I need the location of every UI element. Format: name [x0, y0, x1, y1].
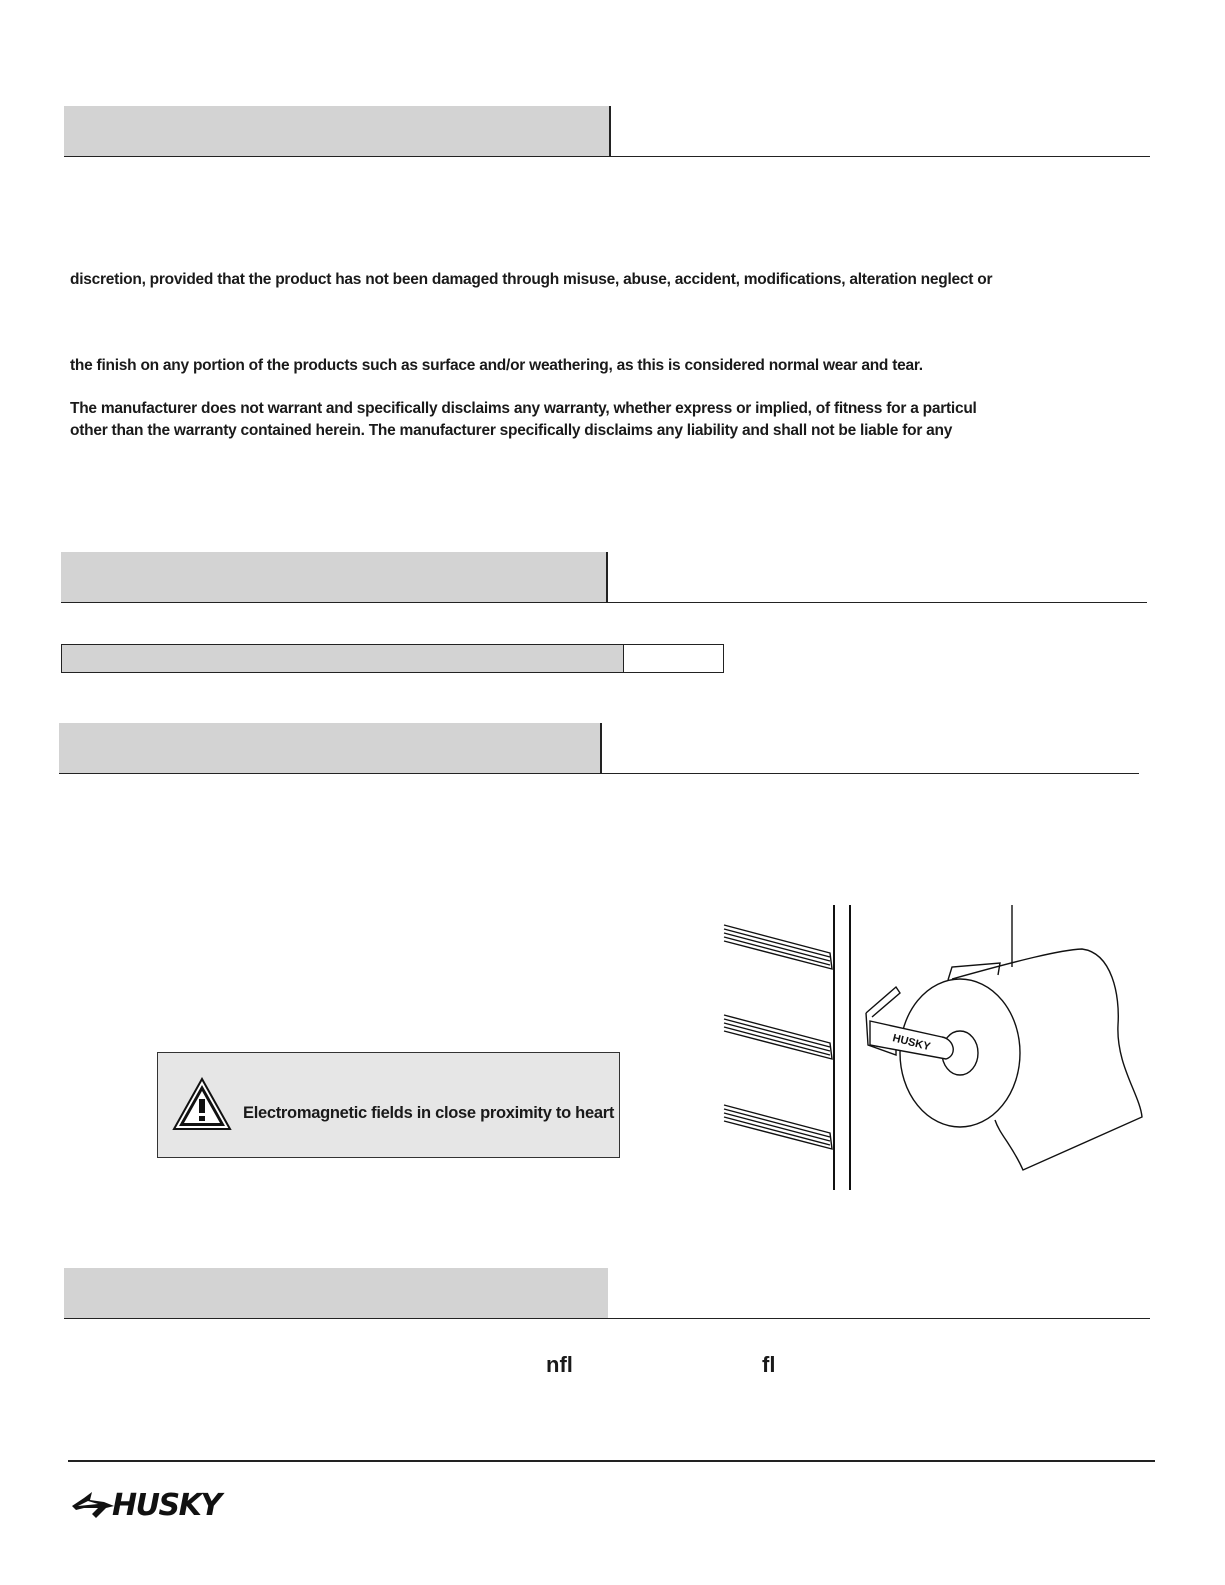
exclamation-triangle-icon — [172, 1077, 232, 1131]
text-fragment-left: nfl — [546, 1352, 573, 1377]
info-table-label-cell — [62, 645, 624, 672]
section-header-divider — [609, 106, 611, 156]
warranty-line-4: other than the warranty contained herein. The manufacturer specifically disclaims any liability and shall not be liable for any — [70, 422, 953, 439]
section-header-service — [64, 1268, 1150, 1319]
product-illustration — [720, 905, 1145, 1195]
section-header-contact — [61, 552, 1147, 603]
product-brand-label: HUSKY — [891, 1032, 932, 1054]
footer-logo — [70, 1488, 240, 1524]
warranty-line-2: the finish on any portion of the products such as surface and/or weathering, as this is considered normal wear and tear. — [70, 357, 923, 374]
section-header-shade — [64, 1268, 608, 1318]
husky-dog-icon — [70, 1492, 116, 1520]
section-header-warranty — [64, 106, 1150, 157]
rail-slat — [724, 1105, 832, 1149]
section-header-divider — [606, 552, 608, 602]
rail-slat — [724, 925, 832, 969]
info-table-row — [61, 644, 724, 673]
section-header-shade — [64, 106, 610, 156]
footer-rule — [68, 1460, 1155, 1462]
warranty-line-1: discretion, provided that the product has not been damaged through misuse, abuse, accident, modifications, alteration neglect or — [70, 271, 993, 288]
section-header-divider — [600, 723, 602, 773]
warning-box — [157, 1052, 620, 1158]
logo-wordmark: HUSKY — [112, 1488, 221, 1523]
rail-slat — [724, 1015, 832, 1059]
warranty-line-3: The manufacturer does not warrant and specifically disclaims any warranty, whether express or implied, of fitness for a particul — [70, 400, 977, 417]
text-fragment-right: fl — [762, 1352, 776, 1377]
warning-text: Electromagnetic fields in close proximity to heart — [243, 1104, 615, 1122]
section-header-shade — [61, 552, 607, 602]
section-header-shade — [59, 723, 601, 773]
section-header-safety — [59, 723, 1139, 774]
